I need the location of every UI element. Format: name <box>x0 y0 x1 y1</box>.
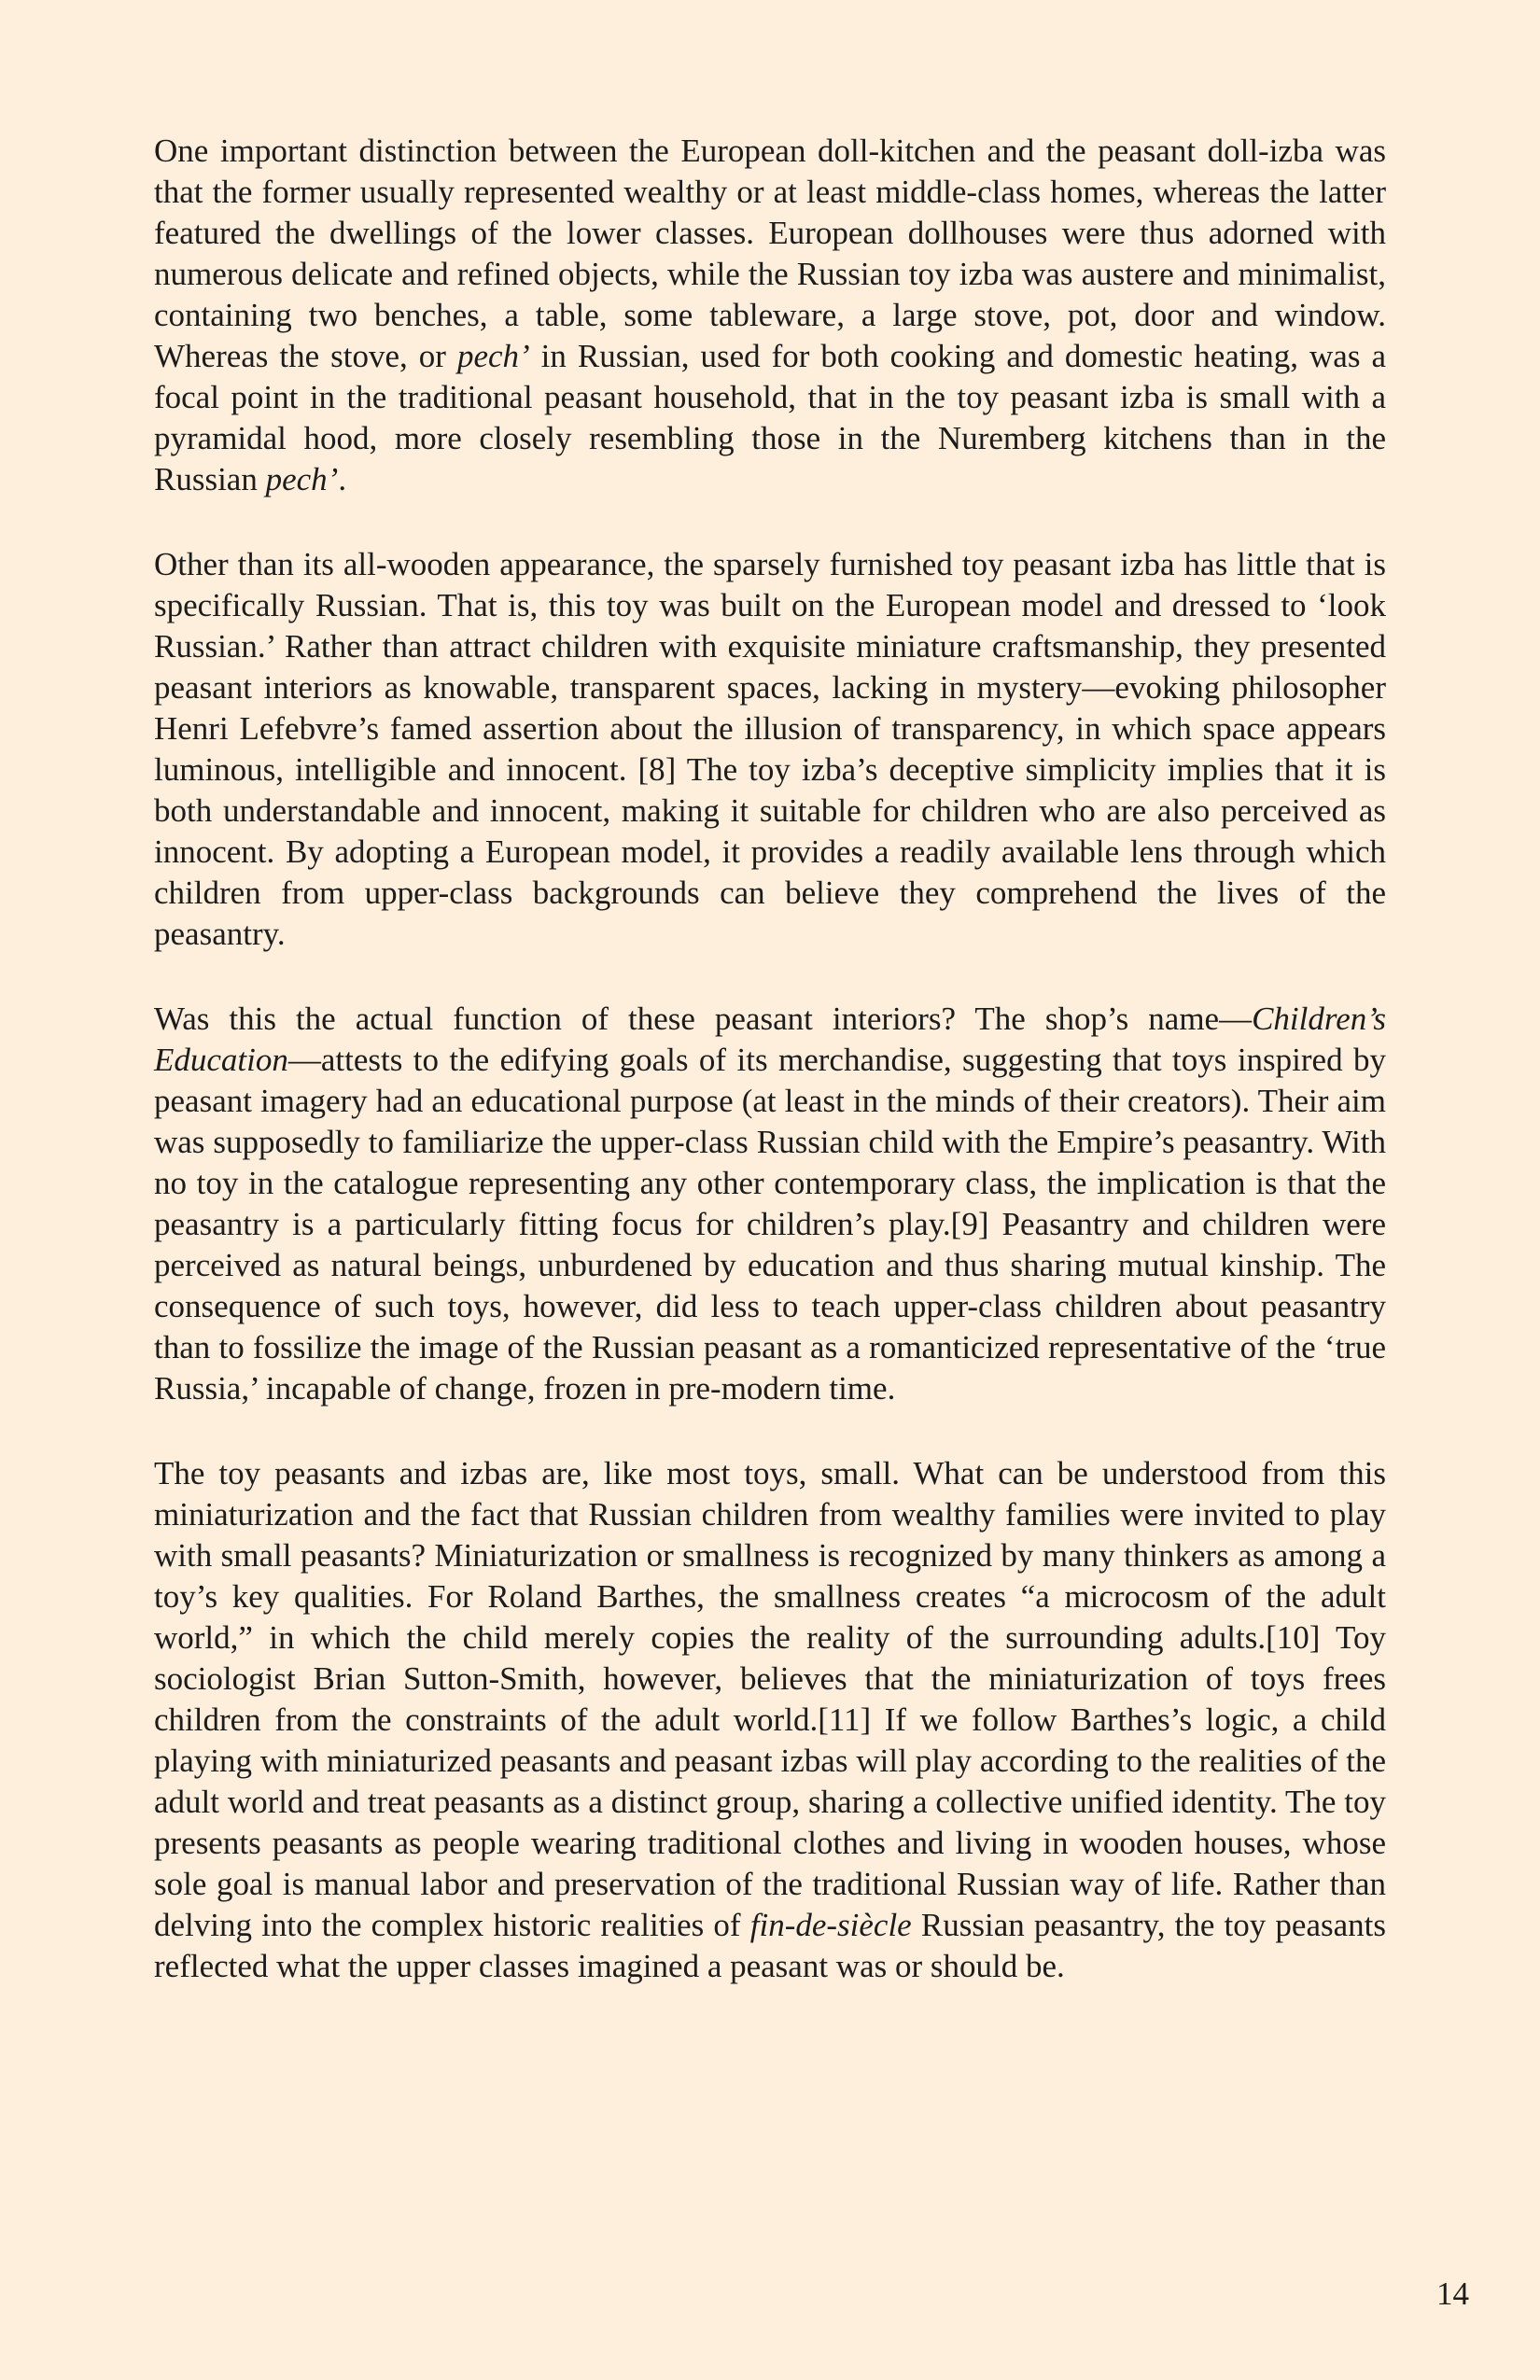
paragraph-4-text: The toy peasants and izbas are, like most toys, small. What can be understood from this miniaturization and the fact that Russian children from wealthy families were invited to play with small peasants? Miniaturization or smallness is recognized by many thinkers as among a toy’s key qualities. For Roland Barthes, the smallness creates “a microcosm of the adult world,” in which the child merely copies the reality of the surrounding adults.[10] Toy sociologist Brian Sutton-Smith, however, believes that the miniaturization of toys frees children from the constraints of the adult world.[11] If we follow Barthes’s logic, a child playing with miniaturized peasants and peasant izbas will play according to the realities of the adult world and treat peasants as a distinct group, sharing a collective unified identity. The toy presents peasants as people wearing traditional clothes and living in wooden houses, whose sole goal is manual labor and preservation of the traditional Russian way of life. Rather than delving into the complex historic realities of <box>154 1455 1386 1943</box>
paragraph-1-text: . <box>338 461 347 497</box>
paragraph-4-text: Russian peasantry, the toy peasants reflected what the upper classes imagined a peasant was or should be. <box>154 1907 1386 1984</box>
paragraph-3-text: Was this the actual function of these peasant interiors? The shop’s name— <box>154 1001 1253 1037</box>
paragraph-3 <box>154 999 1386 1409</box>
paragraph-4-term-fin-de-siecle: fin-de-siècle <box>749 1907 912 1943</box>
page-body <box>154 131 1386 2031</box>
paragraph-3-text: —attests to the edifying goals of its merchandise, suggesting that toys inspired by peasant imagery had an educational purpose (at least in the minds of their creators). Their aim was supposedly to familiarize the upper-class Russian child with the Empire’s peasantry. With no toy in the catalogue representing any other contemporary class, the implication is that the peasantry is a particularly fitting focus for children’s play.[9] Peasantry and children were perceived as natural beings, unburdened by education and thus sharing mutual kinship. The consequence of such toys, however, did less to teach upper-class children about peasantry than to fossilize the image of the Russian peasant as a romanticized representative of the ‘true Russia,’ incapable of change, frozen in pre-modern time. <box>154 1042 1386 1407</box>
paragraph-4 <box>154 1453 1386 1987</box>
paragraph-1-text: One important distinction between the European doll-kitchen and the peasant doll-izba was that the former usually represented wealthy or at least middle-class homes, whereas the latter featured the dwellings of the lower classes. European dollhouses were thus adorned with numerous delicate and refined objects, while the Russian toy izba was austere and minimalist, containing two benches, a table, some tableware, a large stove, pot, door and window. Whereas the stove, or <box>154 133 1386 374</box>
paragraph-2-text: Other than its all-wooden appearance, the sparsely furnished toy peasant izba has little that is specifically Russian. That is, this toy was built on the European model and dressed to ‘look Russian.’ Rather than attract children with exquisite miniature craftsmanship, they presented peasant interiors as knowable, transparent spaces, lacking in mystery—evoking philosopher Henri Lefebvre’s famed assertion about the illusion of transparency, in which space appears luminous, intelligible and innocent. [8] The toy izba’s deceptive simplicity implies that it is both understandable and innocent, making it suitable for children who are also perceived as innocent. By adopting a European model, it provides a readily available lens through which children from upper-class backgrounds can believe they comprehend the lives of the peasantry. <box>154 546 1386 952</box>
paragraph-1-term-pech: pech’ <box>265 461 339 497</box>
paragraph-2 <box>154 544 1386 955</box>
paragraph-1-text: in Russian, used for both cooking and domestic heating, was a focal point in the traditional peasant household, that in the toy peasant izba is small with a pyramidal hood, more closely resembling those in the Nuremberg kitchens than in the Russian <box>154 338 1386 497</box>
paragraph-1 <box>154 131 1386 500</box>
paragraph-1-term-pech: pech’ <box>456 338 530 374</box>
paragraph-3-shop-name: Children’s Education <box>154 1001 1386 1078</box>
page-number: 14 <box>1436 2275 1469 2312</box>
